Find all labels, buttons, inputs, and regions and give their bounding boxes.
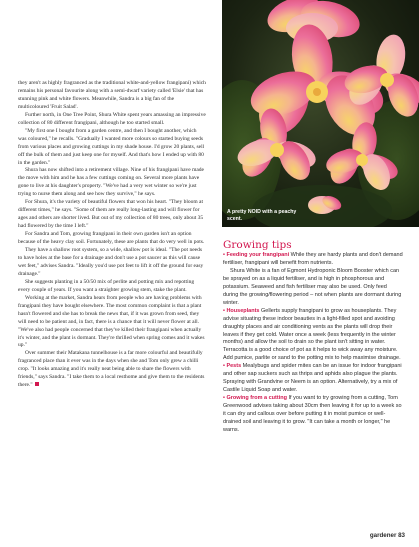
growing-tips-box (223, 239, 403, 435)
tip-lead: • Pests (223, 363, 242, 370)
tip-text: If you want to try growing from a cutting, Tom Greenwood advises taking about 30cm then leaving it for up to a week so it can dry and callous over before putting it in moist pumice or well-drained soil and leaving it to grow. "It can take a month or longer," he warns. (223, 395, 402, 433)
tip-text: While they are hardy plants and don't demand fertiliser, frangipani will benefit from nutrients. (223, 252, 403, 266)
tip-item (223, 268, 403, 308)
article-paragraph-last (18, 350, 206, 390)
tip-lead: • Houseplants (223, 307, 260, 314)
frangipani-photo (222, 0, 419, 227)
tip-lead: • Growing from a cutting (223, 395, 287, 402)
article-paragraph: For Sandra and Tom, growing frangipani in their own garden isn't an option because of the heavy clay soil. Fortunately, these are plants that do very well in pots. (18, 231, 205, 246)
article-paragraph: Shura has now shifted into a retirement village. Nine of his frangipani have made the move with him and he has a few cuttings coming on. Several more plants have gone to live at his daughter's property. "We've had a very wet winter so we're just trying to nurse them along and see how they survive," he says. (18, 167, 205, 198)
article-paragraph-text: Over summer their Matakana tunnelhouse is a far more colourful and beautifully fragranced place than it ever was in the days when she and Tom only grew a chilli crop. "It looks amazing and it's really neat being able to share the flowers with friends," says Sandra. "I take them to a local resthome and give them to the residents there." (18, 350, 205, 389)
tip-item (223, 308, 403, 364)
tip-lead: • Feeding your frangipani (223, 252, 290, 258)
article-paragraph: Further north, in One Tree Point, Shura White spent years amassing an impressive collection of 80 different frangipani, although he too started small. (18, 111, 206, 126)
tip-item (223, 252, 403, 268)
article-paragraph: "My first one I bought from a garden centre, and then I bought another, which was coloured," he recalls. "Gradually I wanted more colours so started buying seeds from various places and growing cuttings in my shade house. I'd grow 20 plants, sell off the bulk of them and just keep one for myself. And that's how I ended up with 80 in the garden." (18, 127, 205, 166)
tip-item (223, 363, 403, 395)
photo-caption: A pretty NOID with a peachy scent. (227, 209, 297, 222)
frangipani-illustration (222, 0, 419, 227)
article-paragraph: She suggests planting in a 50/50 mix of perlite and potting mix and repotting every couple of years. If you want a straighter growing stem, stake the plant. (18, 278, 195, 293)
article-paragraph: They have a shallow root system, so a wide, shallow pot is ideal. "The pot needs to have holes at the base for a drainage and don't use a pot saucer as this will cause wet feet," advises Sandra. "Ideally you'd use pot feet to lift it off the ground for easy drainage." (18, 247, 204, 277)
article-paragraph: Working at the market, Sandra hears from people who are having problems with frangipani they have bought elsewhere. The most common complaint is that a plant hasn't flowered and she has to break the news that, if it was grown from seed, they will need to be patient and, in fact, there is a chance that it will never flower at all. "We've also had people concerned that they've killed their frangipani when actually it's winter, and the plant is dormant. They're thrilled when spring comes and it wakes up." (18, 294, 205, 349)
page-number: 83 (398, 532, 405, 539)
magazine-brand: gardener (369, 532, 397, 539)
tip-text: Mealybugs and spider mites can be an issue for indoor frangipani and other sap suckers such as thrips and aphids also plague the plants. Spraying with Grandvine or Neem is an option. Alternatively, try a mix of Castile Liquid Soap and water. (223, 363, 402, 394)
tip-text: Gellerts supply frangipani to grow as houseplants. They advise situating these indoor beauties in a light-filled spot and avoiding draughty places and air conditioning vents as the plants will drop their leaves if they get cold. Water once a week (less frequently in the winter months) and allow the soil to drain so the plant isn't sitting in water. Terracotta is a good choice of pot as it helps to wick away any moisture. Add pumice, parlite or sand to the potting mix to help maximise drainage. (223, 307, 401, 362)
end-of-article-mark (35, 382, 39, 386)
tip-item (223, 395, 403, 435)
tip-text: Shura White is a fan of Egmont Hydroponic Bloom Booster which can be sprayed on as a liquid fertiliser, and is high in phosphorous and potassium. Seaweed and fish fertiliser may also be used. Only feed during the growing/flowering period – not when plants are dormant during winter. (223, 267, 402, 306)
tips-heading: Growing tips (223, 239, 292, 251)
article-body (18, 80, 206, 390)
page-footer (370, 532, 405, 539)
article-paragraph: they aren't as highly fragranced as the traditional white-and-yellow frangipani) which remains his personal favourite along with a semi-dwarf variety called 'Elsie' that has stunning pink and white flowers. Meanwhile, Sandra is a big fan of the multicoloured 'Fruit Salad'. (18, 80, 206, 110)
article-paragraph: For Shura, it's the variety of beautiful flowers that won his heart. "They bloom at different times," he says. "Some of them are really long-lasting and will flower for ages and others are shorter lived. But out of my collection of 80 trees, only about 35 had flowered by the time I left." (18, 199, 204, 230)
